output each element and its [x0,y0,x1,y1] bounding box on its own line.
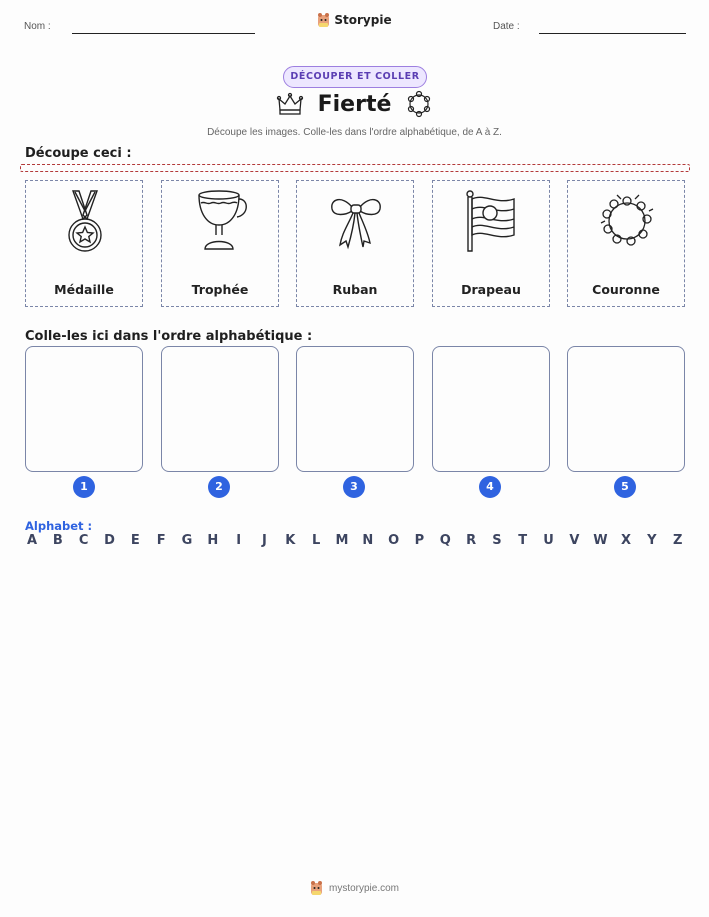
storypie-logo-icon [317,12,330,28]
cut-section-title: Découpe ceci : [25,146,132,161]
alphabet-letter: V [569,533,580,548]
card-label-ruban: Ruban [332,282,378,297]
alphabet-letter: C [78,533,89,548]
alphabet-label: Alphabet : [25,519,93,533]
crown-icon [276,90,304,118]
alphabet-letter: R [466,533,477,548]
cut-card-ruban[interactable] [296,180,414,307]
alphabet-letter: T [518,533,528,548]
alphabet-letter: L [311,533,321,548]
alphabet-letter: P [414,533,425,548]
flag-icon [462,189,522,255]
paste-section-title: Colle-les ici dans l'ordre alphabétique : [25,329,313,344]
cut-line [20,164,690,172]
wreath-icon [405,90,433,118]
paste-box-5[interactable] [567,346,685,472]
wreath-icon [597,189,657,255]
cut-card-medaille[interactable] [25,180,143,307]
alphabet-letter: F [156,533,166,548]
alphabet-letter: O [388,533,400,548]
paste-box-2[interactable] [161,346,279,472]
alphabet-letter: B [52,533,63,548]
alphabet-letter: D [104,533,115,548]
alphabet-letter: H [207,533,219,548]
brand-name: Storypie [334,13,392,27]
footer-link[interactable]: mystorypie.com [328,882,399,894]
alphabet-letter: N [362,533,374,548]
name-line[interactable] [72,33,255,34]
number-badge-3: 3 [343,476,365,498]
number-badge-2: 2 [208,476,230,498]
title-row [0,90,709,118]
alphabet-letter: E [130,533,140,548]
alphabet-letter: G [181,533,193,548]
alphabet-letter: K [285,533,296,548]
medal-icon [55,189,115,255]
card-label-couronne: Couronne [592,282,660,297]
alphabet-letter: X [621,533,632,548]
card-label-drapeau: Drapeau [461,282,521,297]
paste-box-4[interactable] [432,346,550,472]
cut-card-trophee[interactable] [161,180,279,307]
paste-box-3[interactable] [296,346,414,472]
cut-card-drapeau[interactable] [432,180,550,307]
footer [0,880,709,896]
name-label: Nom : [24,21,51,32]
alphabet-row [25,533,685,548]
activity-badge: DÉCOUPER ET COLLER [283,66,427,88]
paste-box-1[interactable] [25,346,143,472]
alphabet-letter: U [543,533,554,548]
alphabet-letter: S [492,533,502,548]
number-badge-5: 5 [614,476,636,498]
alphabet-letter: Z [672,533,683,548]
alphabet-letter: Q [439,533,451,548]
brand-header [0,12,709,32]
alphabet-letter: W [593,533,608,548]
alphabet-letter: M [335,533,349,548]
number-badge-1: 1 [73,476,95,498]
trophy-icon [191,189,251,255]
cut-card-couronne[interactable] [567,180,685,307]
storypie-logo-icon [310,880,323,896]
instructions: Découpe les images. Colle-les dans l'ordre alphabétique, de A à Z. [207,127,502,138]
card-label-medaille: Médaille [54,282,114,297]
page-title: Fierté [317,91,392,117]
card-label-trophee: Trophée [191,282,249,297]
alphabet-letter: I [236,533,242,548]
date-line[interactable] [539,33,686,34]
ribbon-icon [326,189,386,255]
alphabet-letter: A [26,533,38,548]
alphabet-letter: J [262,533,267,548]
alphabet-letter: Y [647,533,657,548]
date-label: Date : [493,21,520,32]
number-badge-4: 4 [479,476,501,498]
